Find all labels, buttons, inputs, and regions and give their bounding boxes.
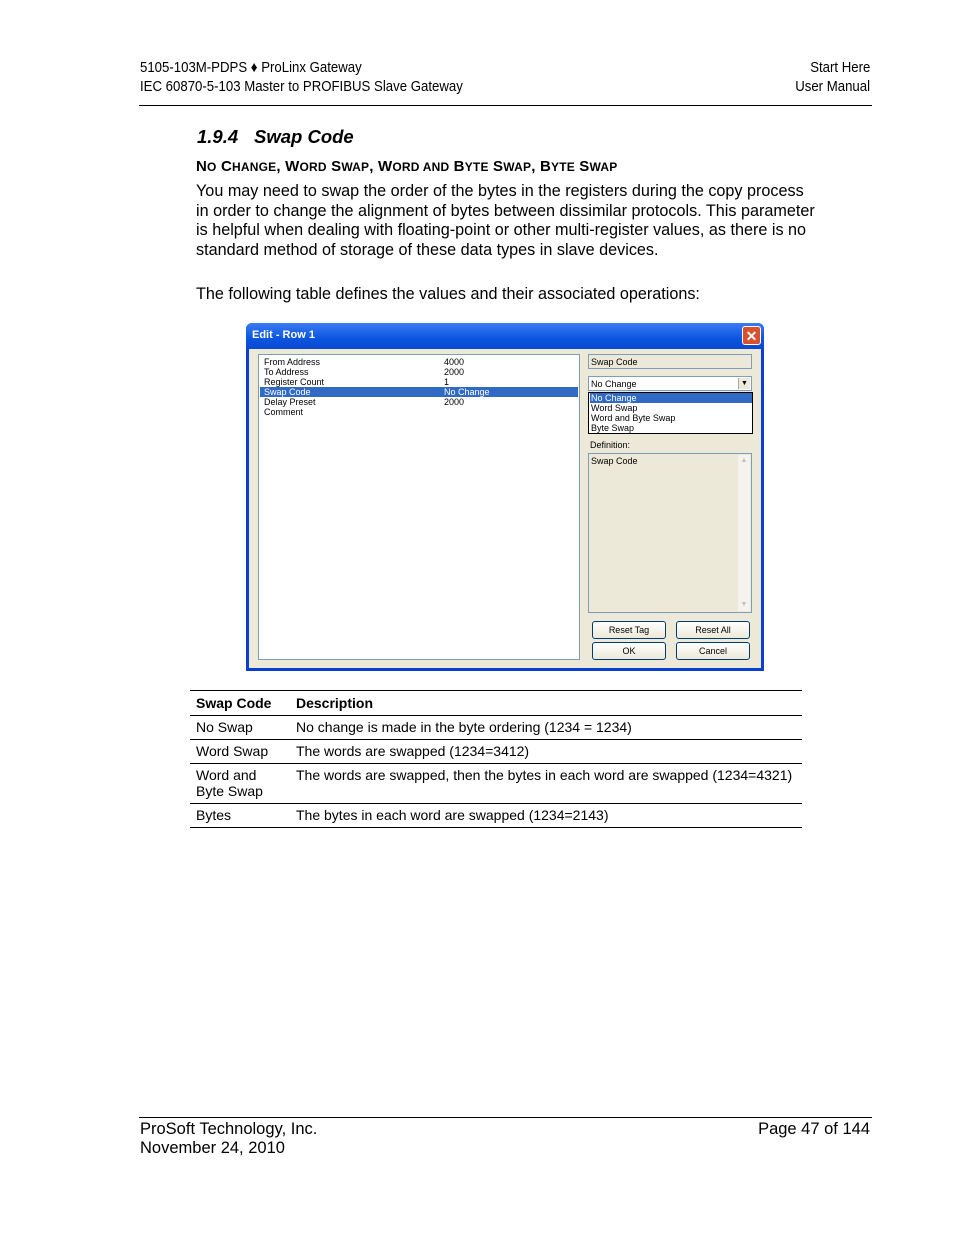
footer-page-number: Page 47 of 144 xyxy=(758,1120,870,1138)
table-row xyxy=(190,740,802,764)
definition-scrollbar[interactable] xyxy=(738,455,750,611)
param-name: Comment xyxy=(264,407,304,417)
field-name-box: Swap Code xyxy=(588,354,752,369)
param-value: 4000 xyxy=(444,357,465,367)
scroll-down-icon[interactable]: ▼ xyxy=(740,601,748,608)
subheading-item: NO CHANGE xyxy=(196,158,277,175)
section-title: Swap Code xyxy=(254,126,354,147)
intro-paragraph: You may need to swap the order of the bytes in the registers during the copy process in order to change the alignment of bytes between dissimilar protocols. This parameter is helpful when dealing with floating-point or other multi-register values, as there is no standard method of storage of these data types in slave devices. xyxy=(196,182,815,259)
param-value: 2000 xyxy=(444,397,465,407)
header-rule xyxy=(139,105,872,106)
param-value: No Change xyxy=(444,387,490,397)
param-value: 2000 xyxy=(444,367,465,377)
dialog-title: Edit - Row 1 xyxy=(252,329,315,341)
table-cell: Bytes xyxy=(190,804,290,828)
chevron-down-icon[interactable]: ▼ xyxy=(738,378,750,389)
column-header: Swap Code xyxy=(190,691,290,716)
dialog-title-bar xyxy=(246,323,764,349)
subheading-item: BYTE SWAP xyxy=(539,158,618,175)
header-doc-title: 5105-103M-PDPS ♦ ProLinx Gateway xyxy=(140,59,362,76)
param-name: Swap Code xyxy=(264,387,311,397)
table-cell: Word and Byte Swap xyxy=(190,764,290,804)
table-intro-paragraph: The following table defines the values and their associated operations: xyxy=(196,285,700,303)
footer-rule xyxy=(139,1117,872,1118)
edit-row-dialog xyxy=(246,323,764,671)
footer-date: November 24, 2010 xyxy=(140,1139,285,1157)
section-heading xyxy=(197,126,354,148)
parameter-list[interactable] xyxy=(258,354,580,660)
dropdown-option[interactable]: Word Swap xyxy=(591,403,638,413)
subheading: NO CHANGE, WORD SWAP, WORD AND BYTE SWAP, BYTE SWAP xyxy=(196,158,618,175)
table-header-row xyxy=(190,691,802,716)
table-row xyxy=(190,804,802,828)
param-value: 1 xyxy=(444,377,450,387)
list-item[interactable] xyxy=(260,367,578,377)
table-cell: The words are swapped, then the bytes in each word are swapped (1234=4321) xyxy=(290,764,802,804)
param-name: From Address xyxy=(264,357,321,367)
header-chapter: Start Here xyxy=(809,59,870,76)
header-doc-subtitle: IEC 60870-5-103 Master to PROFIBUS Slave Gateway xyxy=(140,78,463,95)
param-name: Delay Preset xyxy=(264,397,316,407)
section-number: 1.9.4 xyxy=(197,126,239,147)
reset-tag-button[interactable]: Reset Tag xyxy=(592,621,666,639)
table-cell: The bytes in each word are swapped (1234=2143) xyxy=(290,804,802,828)
table-cell: No Swap xyxy=(190,716,290,740)
combo-value: No Change xyxy=(591,379,637,389)
list-item-selected[interactable] xyxy=(260,387,578,397)
list-item[interactable] xyxy=(260,377,578,387)
dropdown-option[interactable]: Word and Byte Swap xyxy=(591,413,676,423)
param-name: Register Count xyxy=(264,377,325,387)
swap-code-dropdown[interactable] xyxy=(588,392,753,434)
table-cell: No change is made in the byte ordering (1234 = 1234) xyxy=(290,716,802,740)
table-row xyxy=(190,716,802,740)
table-cell: Word Swap xyxy=(190,740,290,764)
dropdown-option[interactable]: No Change xyxy=(590,393,752,403)
list-item[interactable] xyxy=(260,407,578,417)
table-row xyxy=(190,764,802,804)
dropdown-option[interactable]: Byte Swap xyxy=(591,423,635,433)
scroll-up-icon[interactable]: ▲ xyxy=(740,457,748,464)
header-manual-type: User Manual xyxy=(795,78,870,95)
close-icon[interactable]: ✕ xyxy=(742,326,761,345)
list-item[interactable] xyxy=(260,397,578,407)
param-name: To Address xyxy=(264,367,309,377)
dialog-body xyxy=(249,349,761,668)
swap-code-table xyxy=(190,690,802,828)
definition-box xyxy=(588,453,752,613)
subheading-item: WORD AND BYTE SWAP xyxy=(378,158,532,175)
footer-company: ProSoft Technology, Inc. xyxy=(140,1120,318,1138)
ok-button[interactable]: OK xyxy=(592,642,666,660)
cancel-button[interactable]: Cancel xyxy=(676,642,750,660)
table-cell: The words are swapped (1234=3412) xyxy=(290,740,802,764)
column-header: Description xyxy=(290,691,802,716)
definition-label: Definition: xyxy=(590,440,631,450)
definition-text: Swap Code xyxy=(591,456,638,466)
subheading-item: WORD SWAP xyxy=(285,158,370,175)
reset-all-button[interactable]: Reset All xyxy=(676,621,750,639)
list-item[interactable] xyxy=(260,357,578,367)
swap-code-combo[interactable] xyxy=(588,376,752,391)
